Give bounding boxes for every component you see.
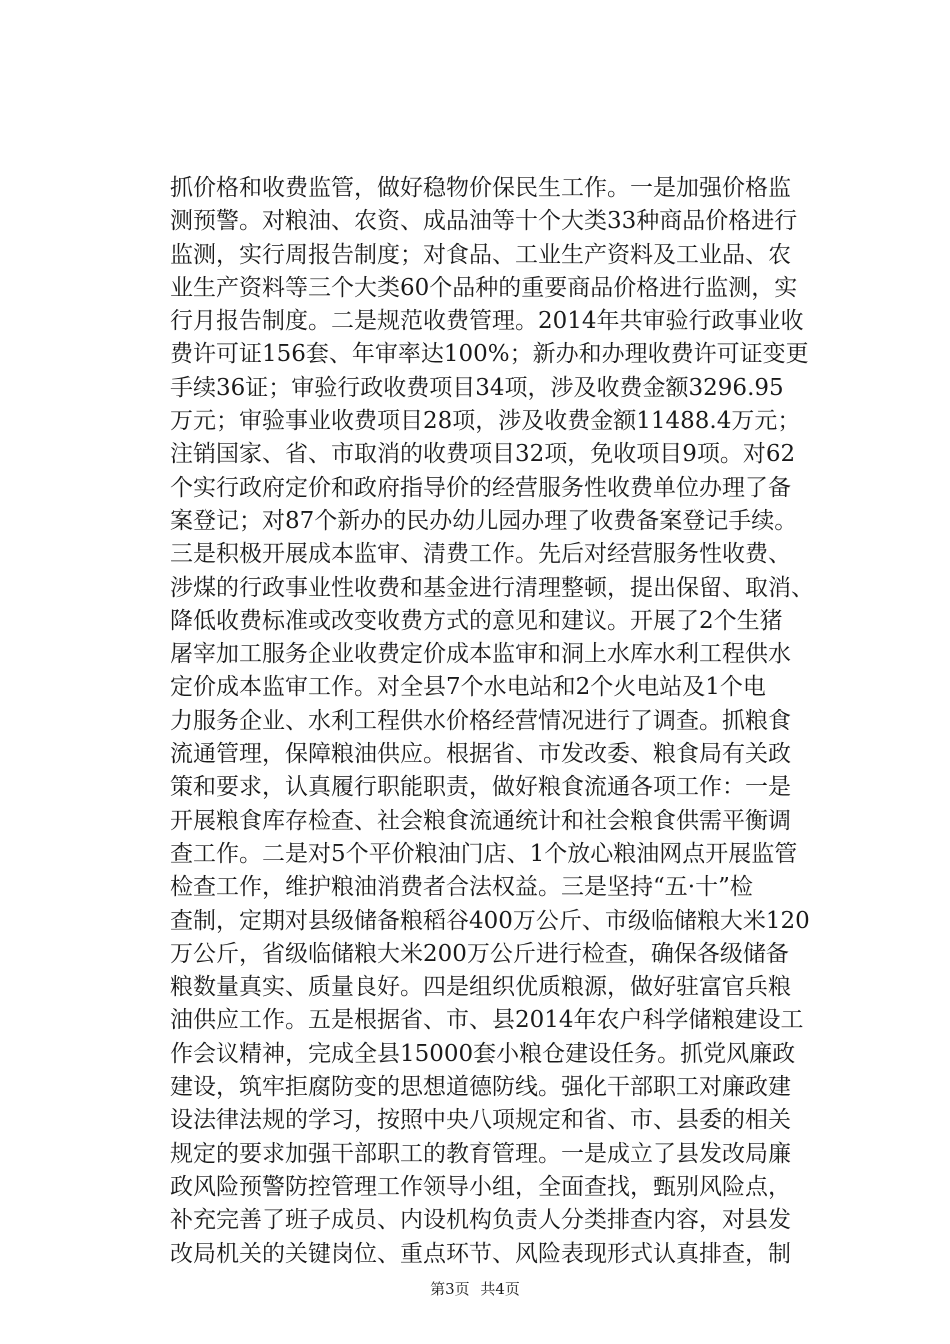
text-line: 万元；审验事业收费项目28项，涉及收费金额11488.4万元； (170, 408, 801, 435)
text-line: 涉煤的行政事业性收费和基金进行清理整顿，提出保留、取消、 (170, 574, 814, 601)
page-total: 共4页 (480, 1280, 520, 1298)
text-line: 手续36证；审验行政收费项目34项，涉及收费金额3296.95 (170, 374, 784, 401)
text-line: 费许可证156套、年审率达100%；新办和办理收费许可证变更 (170, 341, 809, 368)
text-line: 定价成本监审工作。对全县7个水电站和2个火电站及1个电 (170, 674, 766, 701)
page-footer (0, 1278, 950, 1299)
text-line: 降低收费标准或改变收费方式的意见和建议。开展了2个生猪 (170, 607, 783, 634)
text-line: 测预警。对粮油、农资、成品油等十个大类33种商品价格进行 (170, 208, 798, 235)
text-line: 监测，实行周报告制度；对食品、工业生产资料及工业品、农 (170, 241, 791, 268)
text-line: 流通管理，保障粮油供应。根据省、市发改委、粮食局有关政 (170, 741, 791, 768)
text-line: 粮数量真实、质量良好。四是组织优质粮源，做好驻富官兵粮 (170, 974, 791, 1001)
text-line: 开展粮食库存检查、社会粮食流通统计和社会粮食供需平衡调 (170, 807, 791, 834)
text-line: 业生产资料等三个大类60个品种的重要商品价格进行监测，实 (170, 274, 798, 301)
text-line: 策和要求，认真履行职能职责，做好粮食流通各项工作：一是 (170, 774, 791, 801)
page-number: 第3页 (430, 1280, 470, 1298)
text-line: 抓价格和收费监管，做好稳物价保民生工作。一是加强价格监 (170, 175, 791, 201)
text-line: 行月报告制度。二是规范收费管理。2014年共审验行政事业收 (170, 308, 804, 335)
text-line: 改局机关的关键岗位、重点环节、风险表现形式认真排查，制 (170, 1240, 791, 1267)
text-line: 三是积极开展成本监审、清费工作。先后对经营服务性收费、 (170, 541, 791, 568)
text-line: 补充完善了班子成员、内设机构负责人分类排查内容，对县发 (170, 1207, 791, 1234)
text-line: 案登记；对87个新办的民办幼儿园办理了收费备案登记手续。 (170, 507, 798, 534)
text-line: 作会议精神，完成全县15000套小粮仓建设任务。抓党风廉政 (170, 1040, 796, 1067)
text-line: 规定的要求加强干部职工的教育管理。一是成立了县发改局廉 (170, 1140, 791, 1167)
text-line: 屠宰加工服务企业收费定价成本监审和洞上水库水利工程供水 (170, 641, 791, 668)
text-line: 设法律法规的学习，按照中央八项规定和省、市、县委的相关 (170, 1107, 791, 1134)
text-line: 查制，定期对县级储备粮稻谷400万公斤、市级临储粮大米120 (170, 907, 810, 934)
text-line: 注销国家、省、市取消的收费项目32项，免收项目9项。对62 (170, 441, 796, 468)
text-line: 油供应工作。五是根据省、市、县2014年农户科学储粮建设工 (170, 1007, 804, 1034)
text-line: 万公斤，省级临储粮大米200万公斤进行检查，确保各级储备 (170, 940, 789, 967)
text-line: 力服务企业、水利工程供水价格经营情况进行了调查。抓粮食 (170, 707, 791, 734)
text-line: 个实行政府定价和政府指导价的经营服务性收费单位办理了备 (170, 474, 791, 501)
text-line: 检查工作，维护粮油消费者合法权益。三是坚持“五·十”检 (170, 874, 753, 901)
body-text (170, 172, 830, 1271)
text-line: 建设，筑牢拒腐防变的思想道德防线。强化干部职工对廉政建 (170, 1074, 791, 1101)
text-line: 政风险预警防控管理工作领导小组，全面查找，甄别风险点， (170, 1173, 791, 1200)
text-line: 查工作。二是对5个平价粮油门店、1个放心粮油网点开展监管 (170, 840, 798, 867)
